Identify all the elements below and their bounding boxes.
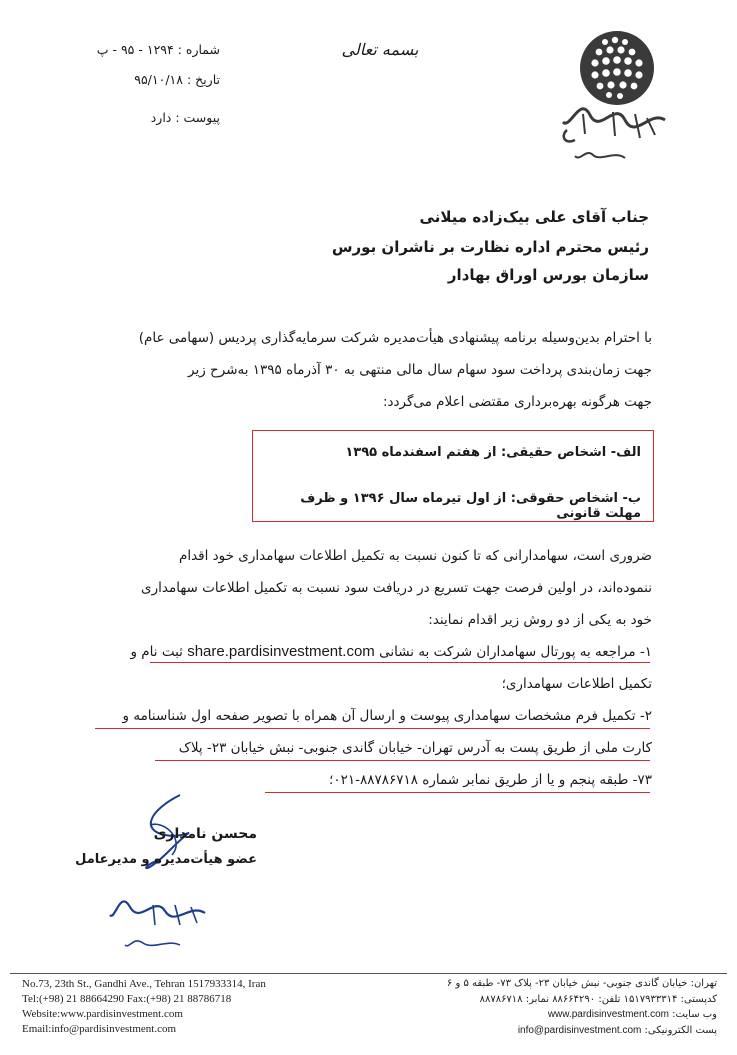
- body-line: کارت ملی از طریق پست به آدرس تهران- خیابان گاندی جنوبی- نبش خیابان ۲۳- پلاک: [178, 740, 652, 756]
- company-logo-icon: [577, 28, 657, 108]
- schedule-item-natural: الف- اشخاص حقیقی: از هفتم اسفندماه ۱۳۹۵: [345, 445, 641, 460]
- addressee-name: جناب آقای علی بیک‌زاده میلانی: [419, 208, 649, 226]
- footer-fa-email[interactable]: info@pardisinvestment.com: [517, 1025, 642, 1036]
- underline-mark: [95, 728, 650, 729]
- footer-fa-address: تهران: خیابان گاندی جنوبی- نبش خیابان ۲۳- پلاک ۷۳- طبقه ۵ و ۶: [446, 978, 717, 989]
- footer-fa-email-row: [387, 1025, 717, 1036]
- body-line: جهت زمان‌بندی پرداخت سود سهام سال مالی منتهی به ۳۰ آذرماه ۱۳۹۵ به‌شرح زیر: [188, 362, 652, 378]
- footer-en-email[interactable]: Email:info@pardisinvestment.com: [22, 1023, 177, 1035]
- footer-fa-phone: کدپستی: ۱۵۱۷۹۳۳۳۱۴ تلفن: ۸۸۶۶۴۲۹۰ نمابر: ۸۸۷۸۶۷۱۸: [479, 994, 717, 1005]
- body-line: ضروری است، سهامدارانی که تا کنون نسبت به تکمیل اطلاعات سهامداری خود اقدام: [178, 548, 652, 564]
- schedule-item-legal: ب- اشخاص حقوقی: از اول تیرماه سال ۱۳۹۶ و ظرف مهلت قانونی: [300, 491, 641, 521]
- body-line: جهت هرگونه بهره‌برداری مقتضی اعلام می‌گردد:: [382, 394, 652, 410]
- footer-fa-website-label: وب سایت:: [672, 1009, 717, 1020]
- shareholder-portal-link[interactable]: share.pardisinvestment.com: [187, 643, 375, 660]
- letter-number: شماره : ۱۲۹۴ - ۹۵ - پ: [96, 42, 220, 57]
- method-one-prefix: ۱- مراجعه به پورتال سهامداران شرکت به نشانی: [379, 644, 652, 660]
- addressee-title: رئیس محترم اداره نظارت بر ناشران بورس: [331, 238, 649, 256]
- addressee-org: سازمان بورس اوراق بهادار: [447, 266, 649, 284]
- footer-en-website[interactable]: Website:www.pardisinvestment.com: [22, 1008, 183, 1020]
- footer-divider: [10, 973, 727, 974]
- body-line: ننموده‌اند، در اولین فرصت جهت تسریع در دریافت سود نسبت به تکمیل اطلاعات سهامداری: [141, 580, 652, 596]
- bismillah: بسمه تعالی: [341, 40, 419, 59]
- footer-fa-website-row: [387, 1009, 717, 1020]
- footer-fa-website[interactable]: www.pardisinvestment.com: [547, 1009, 669, 1020]
- underline-mark: [150, 662, 650, 663]
- body-line: خود به یکی از دو روش زیر اقدام نمایند:: [428, 612, 652, 628]
- brand-calligraphy: [555, 100, 675, 170]
- footer-en-phone: Tel:(+98) 21 88664290 Fax:(+98) 21 88786718: [22, 993, 232, 1005]
- footer-en-address: No.73, 23th St., Gandhi Ave., Tehran 1517933314, Iran: [22, 978, 266, 990]
- body-line: ۲- تکمیل فرم مشخصات سهامداری پیوست و ارسال آن همراه با تصویر صفحه اول شناسنامه و: [122, 708, 652, 724]
- letter-attachment: پیوست : دارد: [150, 110, 220, 125]
- signatory-title: عضو هیأت‌مدیره و مدیرعامل: [75, 852, 257, 867]
- body-line: با احترام بدین‌وسیله برنامه پیشنهادی هیأت‌مدیره شرکت سرمایه‌گذاری پردیس (سهامی عام): [138, 330, 652, 346]
- method-one-line: [92, 636, 652, 668]
- signatory-name: محسن نامداری: [153, 826, 257, 842]
- footer-fa-email-label: پست الکترونیکی:: [644, 1025, 717, 1036]
- company-stamp: [105, 895, 215, 955]
- body-line: ۷۳- طبقه پنجم و یا از طریق نمابر شماره ۸۸۷۸۶۷۱۸-۰۲۱؛: [329, 772, 652, 788]
- method-one-suffix: ثبت نام و: [130, 644, 183, 660]
- letter-date: تاریخ : ۹۵/۱۰/۱۸: [134, 72, 220, 87]
- underline-mark: [265, 792, 650, 793]
- underline-mark: [155, 760, 650, 761]
- body-line: تکمیل اطلاعات سهامداری؛: [501, 676, 652, 692]
